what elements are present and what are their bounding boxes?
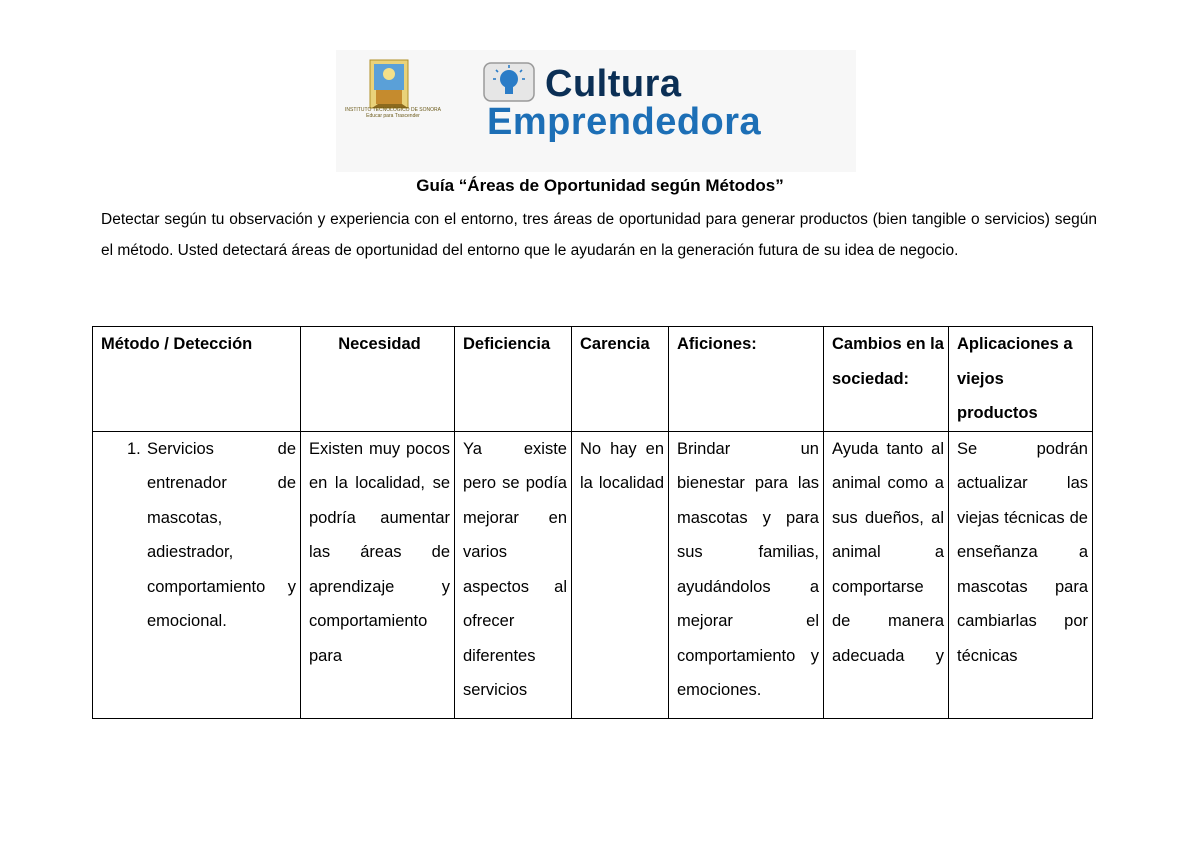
header-aficiones: Aficiones: bbox=[669, 327, 824, 432]
header-carencia: Carencia bbox=[572, 327, 669, 432]
header-deficiencia: Deficiencia bbox=[455, 327, 572, 432]
page-title: Guía “Áreas de Oportunidad según Métodos” bbox=[416, 176, 784, 195]
brand-word-emprendedora: Emprendedora bbox=[487, 101, 762, 143]
cell-aplicaciones: Se podrán actualizar las viejas técnicas de enseñanza a mascotas para cambiarlas por técnicas bbox=[949, 431, 1093, 719]
method-text: Servicios de entrenador de mascotas, adiestrador, comportamiento y emocional. bbox=[147, 439, 296, 630]
cell-necesidad: Existen muy pocos en la localidad, se podría aumentar las áreas de aprendizaje y comportamiento para bbox=[301, 431, 455, 719]
list-number: 1. bbox=[127, 439, 141, 458]
cell-carencia: No hay en la localidad bbox=[572, 431, 669, 719]
brand-word-cultura: Cultura bbox=[545, 63, 682, 105]
intro-paragraph: Detectar según tu observación y experiencia con el entorno, tres áreas de oportunidad para generar productos (bien tangible o servicios) según el método. Usted detectará áreas de oportunidad del entorno que le ayudarán en la generación futura de su idea de negocio. bbox=[101, 211, 1097, 259]
seal-caption: INSTITUTO TECNOLÓGICO DE SONORA Educar para Trascender bbox=[345, 107, 441, 119]
lightbulb-icon bbox=[483, 62, 535, 102]
table-header-row bbox=[93, 327, 1093, 432]
table-row bbox=[93, 431, 1093, 719]
methods-table bbox=[92, 326, 1093, 719]
header-cambios: Cambios en la sociedad: bbox=[824, 327, 949, 432]
cell-deficiencia: Ya existe pero se podía mejorar en varios aspectos al ofrecer diferentes servicios bbox=[455, 431, 572, 719]
cell-cambios: Ayuda tanto al animal como a sus dueños, al animal a comportarse de manera adecuada y bbox=[824, 431, 949, 719]
cell-aficiones: Brindar un bienestar para las mascotas y para sus familias, ayudándolos a mejorar el comportamiento y emociones. bbox=[669, 431, 824, 719]
header-aplicaciones: Aplicaciones a viejos productos bbox=[949, 327, 1093, 432]
header-necesidad: Necesidad bbox=[301, 327, 455, 432]
header-metodo: Método / Detección bbox=[93, 327, 301, 432]
cell-metodo bbox=[93, 431, 301, 719]
